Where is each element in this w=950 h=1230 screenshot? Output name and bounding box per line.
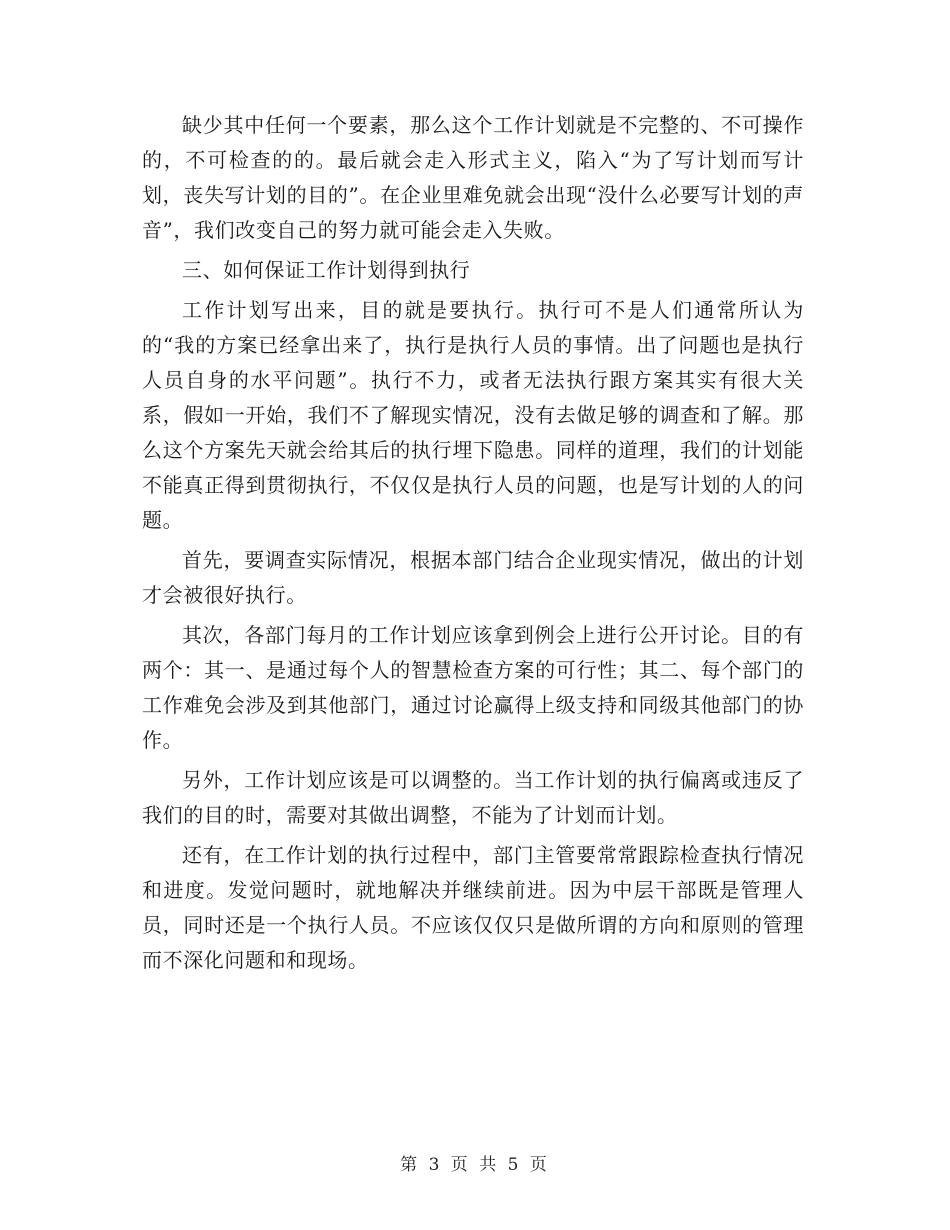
- paragraph-second: 其次，各部门每月的工作计划应该拿到例会上进行公开讨论。目的有两个：其一、是通过每个人的智慧检查方案的可行性；其二、每个部门的工作难免会涉及到其他部门，通过讨论赢得上级支持和同级其他部门的协作。: [142, 623, 804, 752]
- paragraph-execution: 工作计划写出来，目的就是要执行。执行可不是人们通常所认为的“我的方案已经拿出来了，执行是执行人员的事情。出了问题也是执行人员自身的水平问题”。执行不力，或者无法执行跟方案其实有很大关系，假如一开始，我们不了解现实情况，没有去做足够的调查和了解。那么这个方案先天就会给其后的执行埋下隐患。同样的道理，我们的计划能不能真正得到贯彻执行，不仅仅是执行人员的问题，也是写计划的人的问题。: [142, 298, 804, 532]
- paragraph-missing-elements: 缺少其中任何一个要素，那么这个工作计划就是不完整的、不可操作的，不可检查的的。最后就会走入形式主义，陷入“为了写计划而写计划，丧失写计划的目的”。在企业里难免就会出现“没什么必要写计划的声音”，我们改变自己的努力就可能会走入失败。: [142, 113, 804, 242]
- document-body: [142, 108, 804, 978]
- section-heading: 三、如何保证工作计划得到执行: [182, 258, 471, 282]
- paragraph-also: 还有，在工作计划的执行过程中，部门主管要常常跟踪检查执行情况和进度。发觉问题时，就地解决并继续前进。因为中层干部既是管理人员，同时还是一个执行人员。不应该仅仅只是做所谓的方向和原则的管理而不深化问题和和现场。: [142, 843, 804, 972]
- paragraph-additionally: 另外，工作计划应该是可以调整的。当工作计划的执行偏离或违反了我们的目的时，需要对其做出调整，不能为了计划而计划。: [142, 768, 804, 827]
- paragraph-first: 首先，要调查实际情况，根据本部门结合企业现实情况，做出的计划才会被很好执行。: [142, 548, 804, 607]
- page-number-footer: 第 3 页 共 5 页: [400, 1155, 550, 1175]
